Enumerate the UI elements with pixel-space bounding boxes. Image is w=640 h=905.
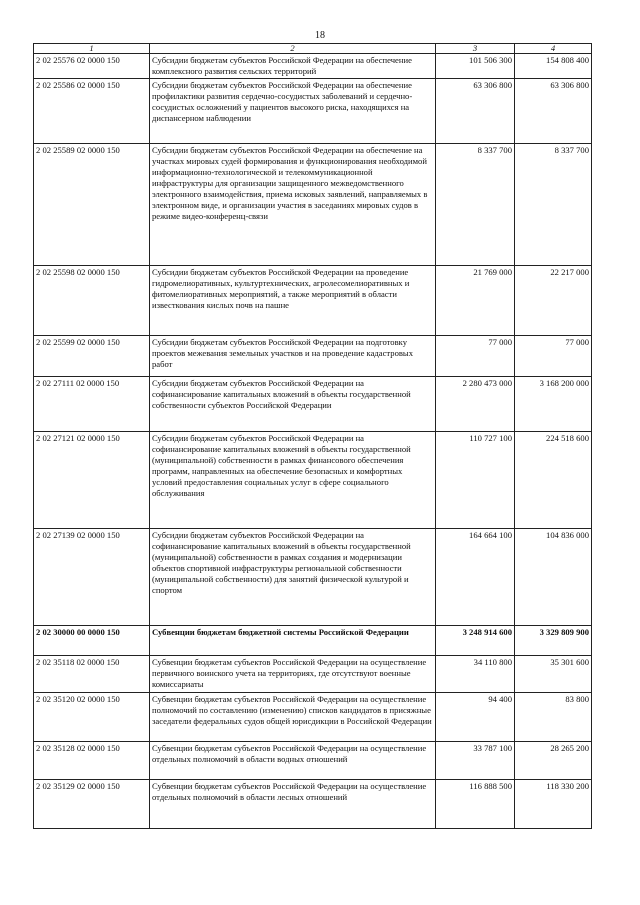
table-row — [34, 780, 592, 829]
row-value-3: 94 400 — [436, 693, 515, 742]
row-code: 2 02 25599 02 0000 150 — [34, 336, 150, 377]
row-code: 2 02 25586 02 0000 150 — [34, 79, 150, 144]
row-value-4: 3 168 200 000 — [515, 377, 592, 432]
row-code: 2 02 35129 02 0000 150 — [34, 780, 150, 829]
table-row — [34, 79, 592, 144]
row-code: 2 02 27121 02 0000 150 — [34, 432, 150, 529]
table-row — [34, 529, 592, 626]
row-code: 2 02 35128 02 0000 150 — [34, 742, 150, 780]
row-value-4: 63 306 800 — [515, 79, 592, 144]
row-code: 2 02 30000 00 0000 150 — [34, 626, 150, 656]
row-name: Субвенции бюджетам субъектов Российской Федерации на осуществление отдельных полномочий в области лесных отношений — [150, 780, 436, 829]
row-name: Субсидии бюджетам субъектов Российской Федерации на обеспечение профилактики развития сердечно-сосудистых заболеваний и сердечно-сосудистых осложнений у пациентов высокого риска, находящихся на диспансерном наблюдении — [150, 79, 436, 144]
column-number-2: 2 — [150, 44, 436, 54]
column-number-row — [34, 44, 592, 54]
row-value-3: 164 664 100 — [436, 529, 515, 626]
row-value-4: 8 337 700 — [515, 144, 592, 266]
row-code: 2 02 35120 02 0000 150 — [34, 693, 150, 742]
table-row — [34, 432, 592, 529]
row-code: 2 02 27139 02 0000 150 — [34, 529, 150, 626]
column-number-3: 3 — [436, 44, 515, 54]
row-code: 2 02 35118 02 0000 150 — [34, 656, 150, 693]
row-value-4: 83 800 — [515, 693, 592, 742]
row-value-4: 3 329 809 900 — [515, 626, 592, 656]
row-name: Субвенции бюджетам субъектов Российской Федерации на осуществление отдельных полномочий в области водных отношений — [150, 742, 436, 780]
row-value-3: 101 506 300 — [436, 54, 515, 79]
table-row — [34, 144, 592, 266]
row-value-3: 33 787 100 — [436, 742, 515, 780]
row-value-4: 22 217 000 — [515, 266, 592, 336]
row-name: Субвенции бюджетам субъектов Российской Федерации на осуществление первичного воинского учета на территориях, где отсутствуют военные комиссариаты — [150, 656, 436, 693]
row-value-3: 34 110 800 — [436, 656, 515, 693]
row-value-4: 35 301 600 — [515, 656, 592, 693]
table-row — [34, 656, 592, 693]
table-row — [34, 377, 592, 432]
row-value-3: 8 337 700 — [436, 144, 515, 266]
row-value-3: 77 000 — [436, 336, 515, 377]
row-code: 2 02 25598 02 0000 150 — [34, 266, 150, 336]
row-name: Субсидии бюджетам субъектов Российской Федерации на подготовку проектов межевания земельных участков и на проведение кадастровых работ — [150, 336, 436, 377]
row-name: Субсидии бюджетам субъектов Российской Федерации на софинансирование капитальных вложений в объекты государственной собственности субъектов Российской Федерации — [150, 377, 436, 432]
table-row — [34, 266, 592, 336]
row-value-3: 110 727 100 — [436, 432, 515, 529]
row-value-3: 116 888 500 — [436, 780, 515, 829]
table-row — [34, 54, 592, 79]
row-name: Субвенции бюджетам субъектов Российской Федерации на осуществление полномочий по составлению (изменению) списков кандидатов в присяжные заседатели федеральных судов общей юрисдикции в Российской Федерации — [150, 693, 436, 742]
row-value-4: 224 518 600 — [515, 432, 592, 529]
column-number-4: 4 — [515, 44, 592, 54]
table-row — [34, 742, 592, 780]
row-name: Субсидии бюджетам субъектов Российской Федерации на проведение гидромелиоративных, культуртехнических, агролесомелиоративных и фитомелиоративных мероприятий, а также мероприятий в области известкования кислых почв на пашне — [150, 266, 436, 336]
row-name: Субсидии бюджетам субъектов Российской Федерации на софинансирование капитальных вложений в объекты государственной (муниципальной) собственности в рамках создания и модернизации объектов спортивной инфраструктуры региональной собственности (муниципальной собственности) для занятий физической культурой и спортом — [150, 529, 436, 626]
row-value-4: 28 265 200 — [515, 742, 592, 780]
row-value-4: 77 000 — [515, 336, 592, 377]
row-value-3: 2 280 473 000 — [436, 377, 515, 432]
table-row — [34, 626, 592, 656]
row-value-3: 3 248 914 600 — [436, 626, 515, 656]
page-number: 18 — [315, 30, 325, 41]
row-name: Субвенции бюджетам бюджетной системы Российской Федерации — [150, 626, 436, 656]
row-name: Субсидии бюджетам субъектов Российской Федерации на обеспечение комплексного развития сельских территорий — [150, 54, 436, 79]
row-value-3: 21 769 000 — [436, 266, 515, 336]
row-code: 2 02 25589 02 0000 150 — [34, 144, 150, 266]
budget-table — [33, 43, 592, 829]
row-code: 2 02 27111 02 0000 150 — [34, 377, 150, 432]
row-value-4: 154 808 400 — [515, 54, 592, 79]
row-value-4: 104 836 000 — [515, 529, 592, 626]
column-number-1: 1 — [34, 44, 150, 54]
row-name: Субсидии бюджетам субъектов Российской Федерации на софинансирование капитальных вложений в объекты государственной (муниципальной) собственности в рамках финансового обеспечения программ, направленных на обеспечение безопасных и комфортных условий предоставления социальных услуг в сфере социального обслуживания — [150, 432, 436, 529]
row-name: Субсидии бюджетам субъектов Российской Федерации на обеспечение на участках мировых судей формирования и функционирования необходимой информационно-технологической и телекоммуникационной инфраструктуры для организации защищенного межведомственного электронного взаимодействия, приема исковых заявлений, направляемых в электронном виде, и организации участия в заседаниях мировых судов в режиме видео-конференц-связи — [150, 144, 436, 266]
table-row — [34, 336, 592, 377]
table-row — [34, 693, 592, 742]
row-value-3: 63 306 800 — [436, 79, 515, 144]
row-value-4: 118 330 200 — [515, 780, 592, 829]
row-code: 2 02 25576 02 0000 150 — [34, 54, 150, 79]
